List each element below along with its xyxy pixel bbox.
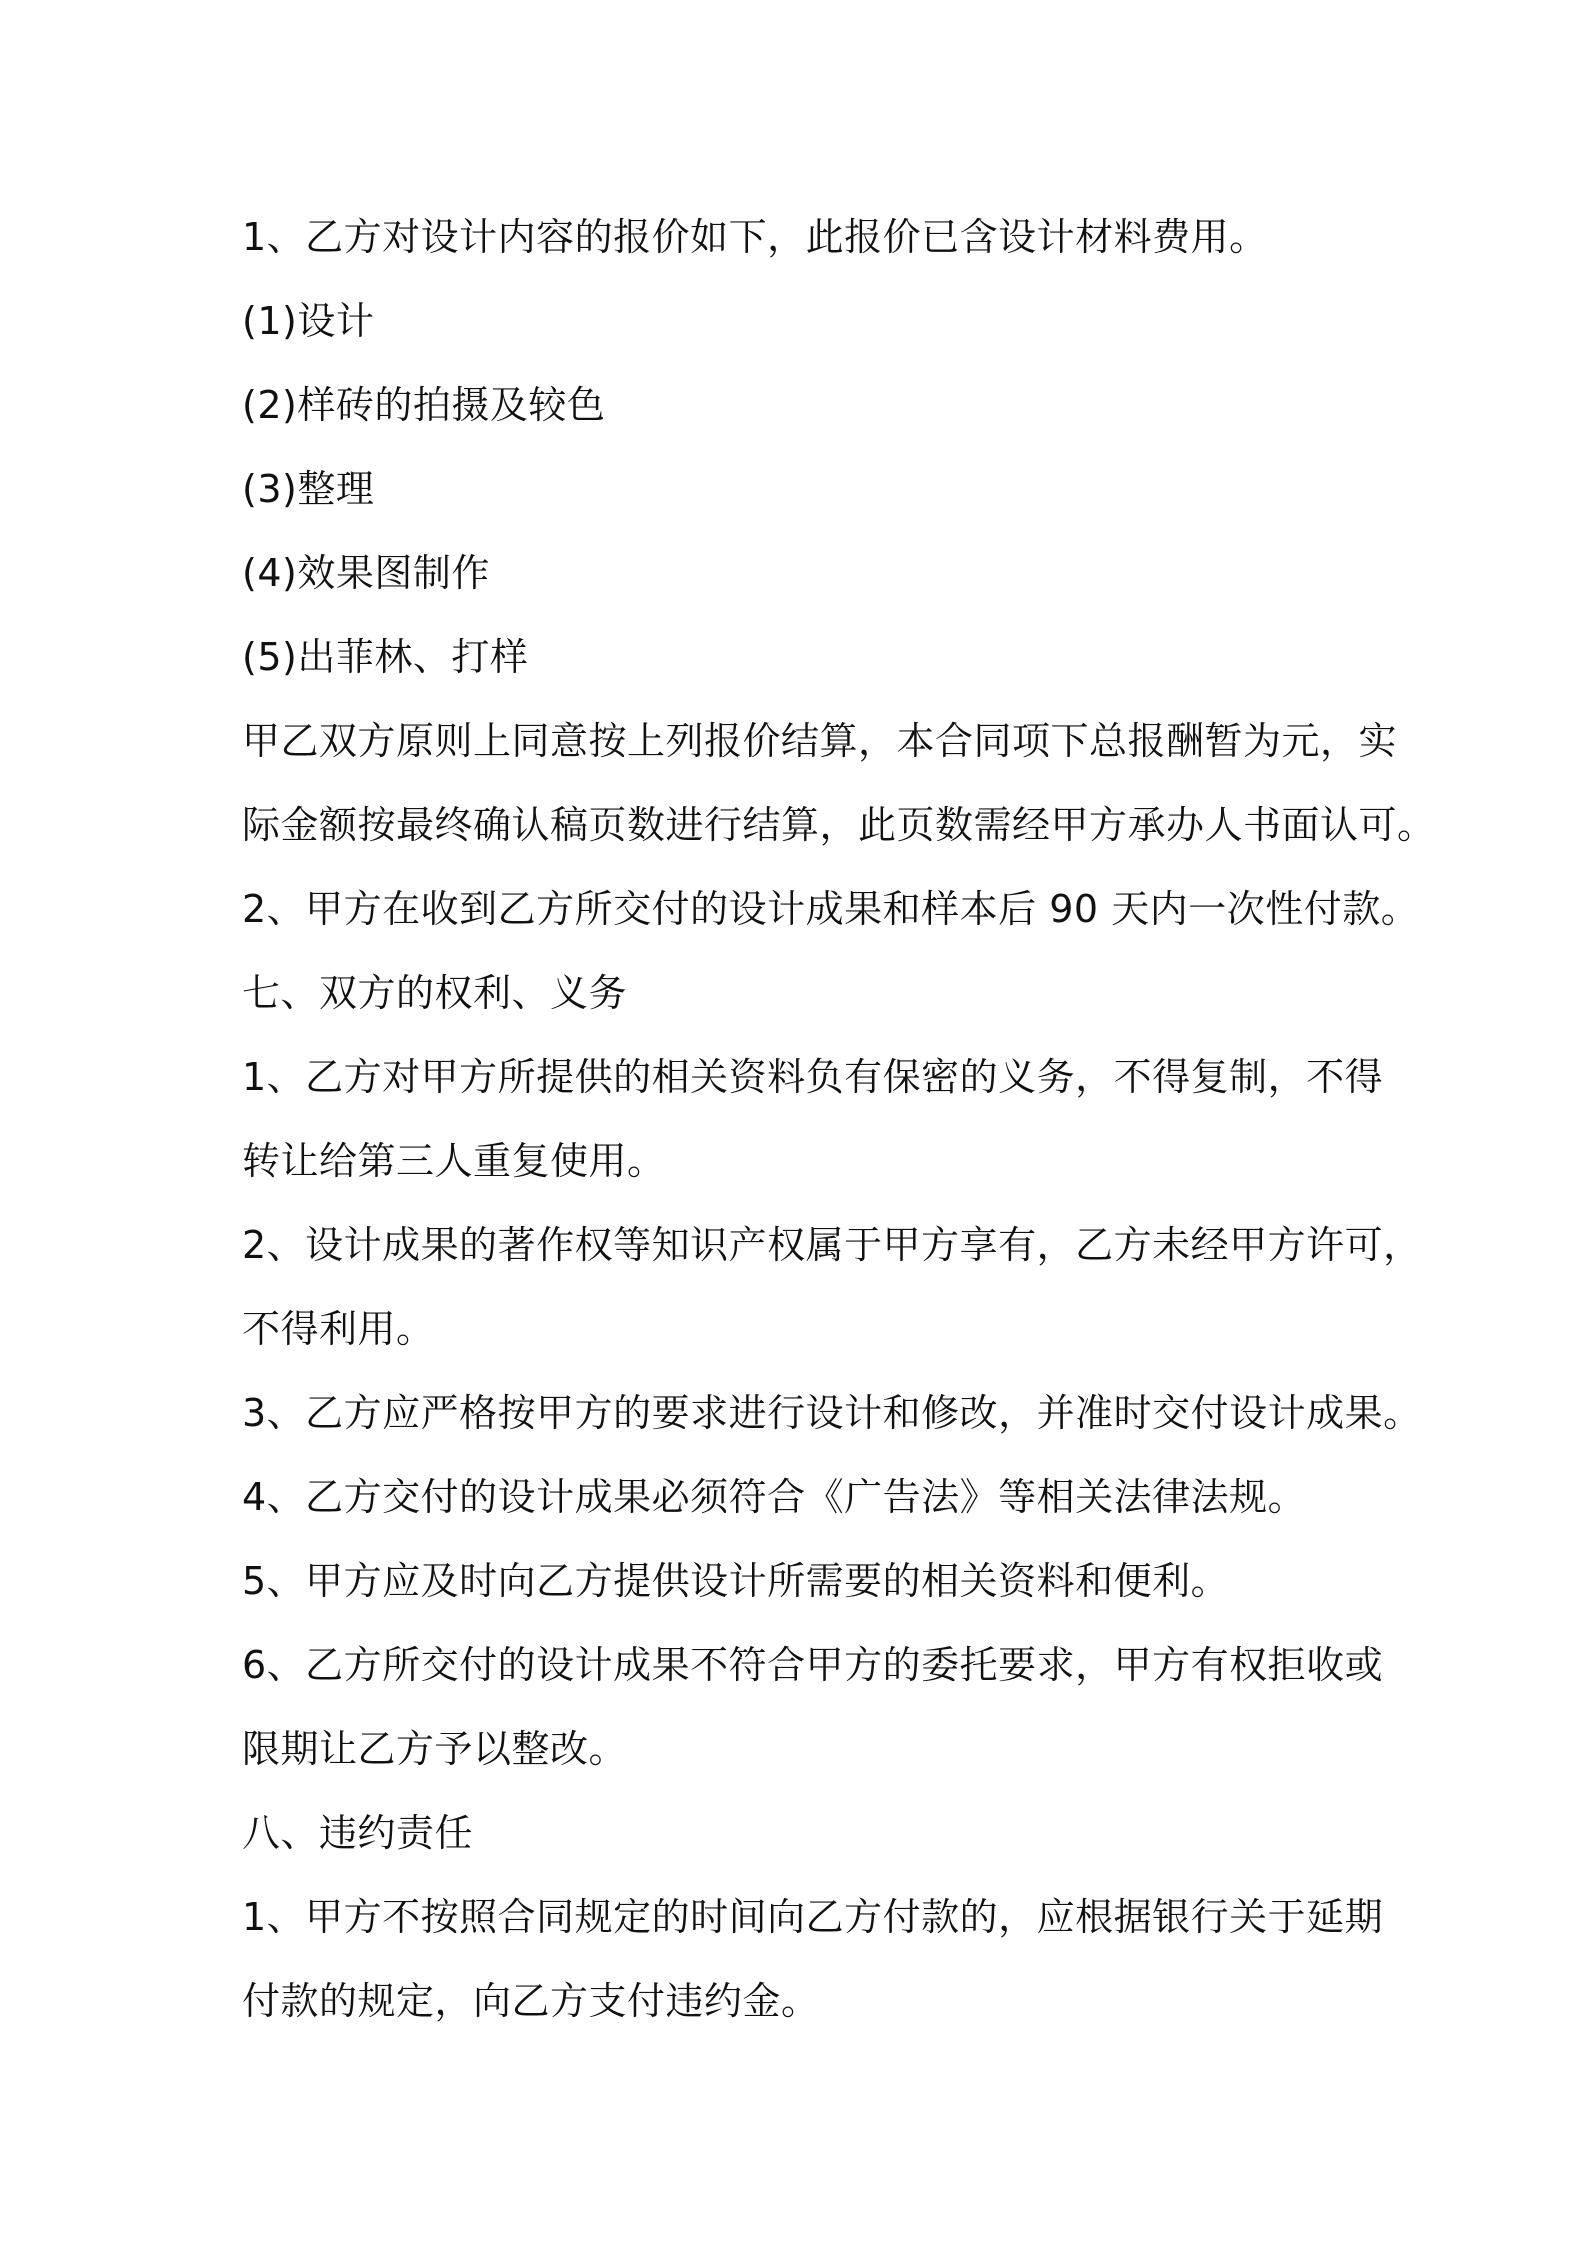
section-7-clause-2-line-1: 2、设计成果的著作权等知识产权属于甲方享有，乙方未经甲方许可，: [242, 1223, 1422, 1267]
clause-2-payment: 2、甲方在收到乙方所交付的设计成果和样本后 90 天内一次性付款。: [242, 887, 1420, 931]
section-8-clause-1-line-2: 付款的规定，向乙方支付违约金。: [242, 1979, 820, 2023]
section-7-clause-3: 3、乙方应严格按甲方的要求进行设计和修改，并准时交付设计成果。: [242, 1391, 1422, 1435]
section-7-clause-2-line-2: 不得利用。: [242, 1307, 435, 1351]
section-7-clause-6-line-2: 限期让乙方予以整改。: [242, 1727, 628, 1771]
item-tile-photo: (2)样砖的拍摄及较色: [242, 383, 606, 427]
section-7-clause-4: 4、乙方交付的设计成果必须符合《广告法》等相关法律法规。: [242, 1475, 1307, 1519]
item-design: (1)设计: [242, 299, 375, 343]
settlement-text-line-2: 际金额按最终确认稿页数进行结算，此页数需经甲方承办人书面认可。: [242, 803, 1436, 847]
item-rendering: (4)效果图制作: [242, 551, 490, 595]
clause-1-quote: 1、乙方对设计内容的报价如下，此报价已含设计材料费用。: [242, 215, 1268, 259]
section-7-clause-6-line-1: 6、乙方所交付的设计成果不符合甲方的委托要求，甲方有权拒收或: [242, 1643, 1384, 1687]
section-7-clause-5: 5、甲方应及时向乙方提供设计所需要的相关资料和便利。: [242, 1559, 1230, 1603]
document-body: [242, 195, 1436, 2043]
section-7-clause-1-line-2: 转让给第三人重复使用。: [242, 1139, 666, 1183]
settlement-text-line-1: 甲乙双方原则上同意按上列报价结算，本合同项下总报酬暂为元，实: [242, 719, 1398, 763]
section-7-clause-1-line-1: 1、乙方对甲方所提供的相关资料负有保密的义务，不得复制，不得: [242, 1055, 1384, 1099]
section-7-heading: 七、双方的权利、义务: [242, 971, 628, 1015]
item-arrange: (3)整理: [242, 467, 375, 511]
item-film-proof: (5)出菲林、打样: [242, 635, 529, 679]
section-8-clause-1-line-1: 1、甲方不按照合同规定的时间向乙方付款的，应根据银行关于延期: [242, 1895, 1384, 1939]
section-8-heading: 八、违约责任: [242, 1811, 474, 1855]
